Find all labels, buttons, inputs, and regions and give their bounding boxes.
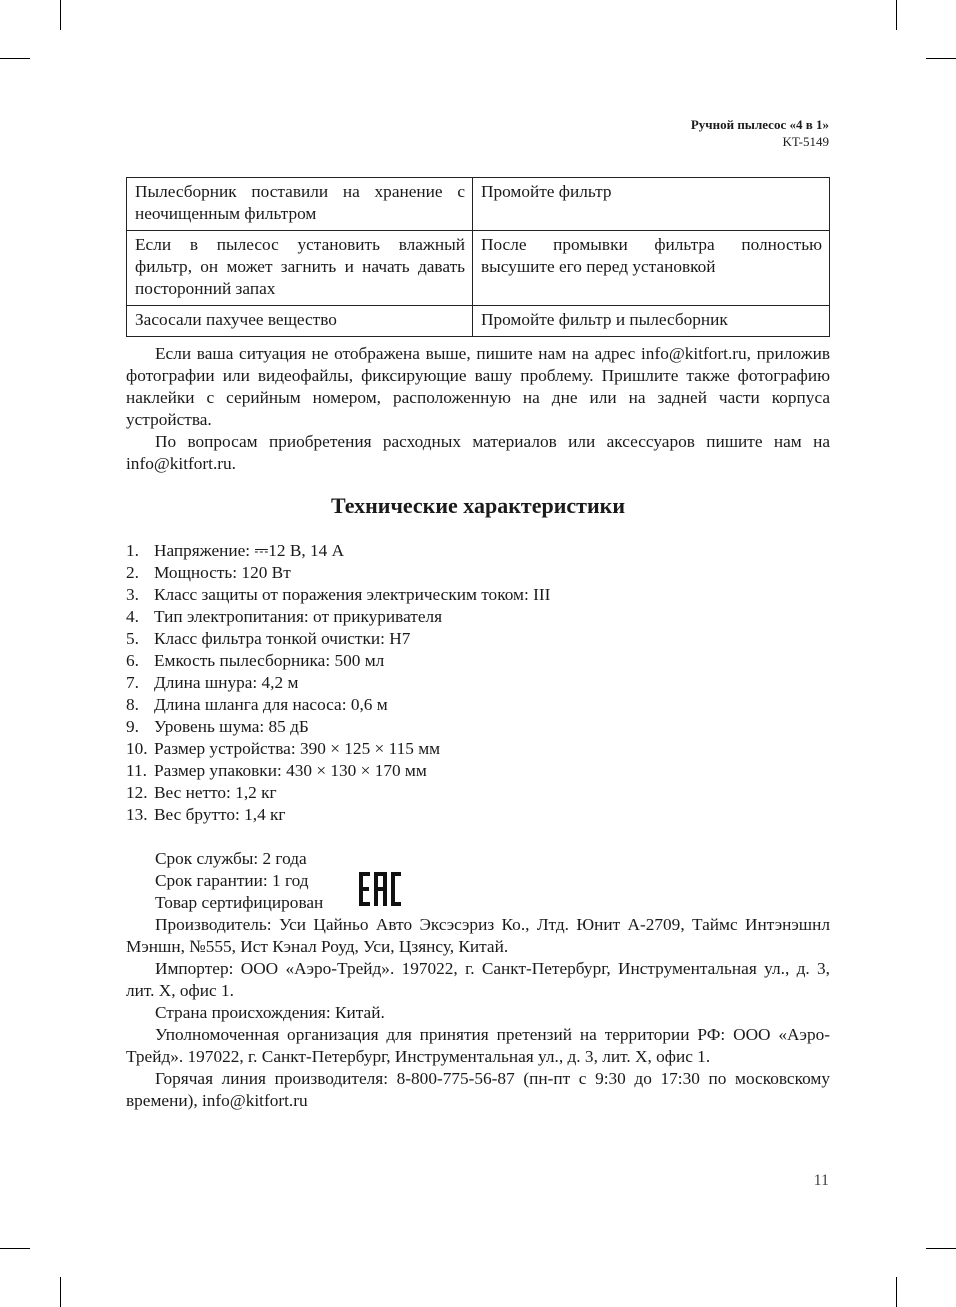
item-text: Емкость пылесборника: 500 мл xyxy=(154,651,385,670)
item-text: Класс фильтра тонкой очистки: H7 xyxy=(154,629,411,648)
list-item xyxy=(126,672,550,694)
crop-mark xyxy=(0,58,30,59)
solution-cell: Промойте фильтр и пылесборник xyxy=(473,306,830,337)
item-text: Размер упаковки: 430 × 130 × 170 мм xyxy=(154,761,427,780)
accessories-paragraph: По вопросам приобретения расходных материалов или аксессуаров пишите нам на info@kitfort.ru. xyxy=(126,432,830,473)
item-number: 12. xyxy=(126,783,148,802)
list-item xyxy=(126,738,550,760)
item-text: Длина шнура: 4,2 м xyxy=(154,673,299,692)
section-title: Технические характеристики xyxy=(330,493,626,518)
item-number: 13. xyxy=(126,805,148,824)
item-number: 3. xyxy=(126,585,139,604)
solution-cell: Промойте фильтр xyxy=(473,178,830,231)
warranty-period: Срок гарантии: 1 год xyxy=(155,871,309,890)
table-row xyxy=(127,306,830,337)
header-model: KT-5149 xyxy=(782,134,829,149)
item-text: Уровень шума: 85 дБ xyxy=(154,717,309,736)
troubleshooting-table xyxy=(126,177,830,337)
list-item xyxy=(126,650,550,672)
table-row xyxy=(127,231,830,306)
crop-mark xyxy=(896,0,897,30)
crop-mark xyxy=(60,0,61,30)
item-number: 10. xyxy=(126,739,148,758)
item-number: 11. xyxy=(126,761,147,780)
solution-cell: После промывки фильтра полностью высушите его перед установкой xyxy=(473,231,830,306)
list-item xyxy=(126,540,550,562)
page-number: 11 xyxy=(813,1172,829,1189)
hotline-paragraph: Горячая линия производителя: 8-800-775-56-87 (пн-пт с 9:30 до 17:30 по московскому времени), info@kitfort.ru xyxy=(126,1069,830,1110)
item-number: 9. xyxy=(126,717,139,736)
item-text: Вес брутто: 1,4 кг xyxy=(154,805,286,824)
header-title: Ручной пылесос «4 в 1» xyxy=(690,117,829,132)
item-text: Длина шланга для насоса: 0,6 м xyxy=(154,695,388,714)
item-text: Размер устройства: 390 × 125 × 115 мм xyxy=(154,739,441,758)
item-text: Вес нетто: 1,2 кг xyxy=(154,783,277,802)
certified-note: Товар сертифицирован xyxy=(155,893,324,912)
list-item xyxy=(126,584,550,606)
problem-cell: Пылесборник поставили на хранение с неочищенным фильтром xyxy=(127,178,473,231)
manufacturer-info xyxy=(126,914,830,1112)
problem-cell: Если в пылесос установить влажный фильтр, он может загнить и начать давать посторонний запах xyxy=(127,231,473,306)
item-text: Класс защиты от поражения электрическим током: III xyxy=(154,585,551,604)
item-text: Мощность: 120 Вт xyxy=(154,563,291,582)
crop-mark xyxy=(896,1277,897,1307)
running-header xyxy=(691,116,829,150)
list-item xyxy=(126,606,550,628)
eac-mark-icon xyxy=(359,872,401,906)
table-row xyxy=(127,178,830,231)
list-item xyxy=(126,782,550,804)
item-number: 1. xyxy=(126,541,139,560)
item-number: 4. xyxy=(126,607,139,626)
service-info xyxy=(155,848,323,914)
service-life: Срок службы: 2 года xyxy=(155,849,307,868)
crop-mark xyxy=(926,1248,956,1249)
item-number: 8. xyxy=(126,695,139,714)
authorized-paragraph: Уполномоченная организация для принятия претензий на территории РФ: ООО «Аэро-Трейд». 197022, г. Санкт-Петербург, Инструментальная ул., д. 3, лит. Х, офис 1. xyxy=(126,1025,830,1066)
item-number: 7. xyxy=(126,673,139,692)
list-item xyxy=(126,760,550,782)
list-item xyxy=(126,628,550,650)
contact-section xyxy=(126,343,830,475)
problem-cell: Засосали пахучее вещество xyxy=(127,306,473,337)
specs-list xyxy=(126,540,550,826)
crop-mark xyxy=(60,1277,61,1307)
manufacturer-paragraph: Производитель: Уси Цайньо Авто Эксэсэриз Ко., Лтд. Юнит А-2709, Таймс Интэнэшнл Мэншн, №555, Ист Кэнал Роуд, Уси, Цзянсу, Китай. xyxy=(126,915,830,956)
list-item xyxy=(126,804,550,826)
list-item xyxy=(126,562,550,584)
crop-mark xyxy=(0,1248,30,1249)
item-number: 2. xyxy=(126,563,139,582)
item-number: 5. xyxy=(126,629,139,648)
item-number: 6. xyxy=(126,651,139,670)
contact-paragraph: Если ваша ситуация не отображена выше, пишите нам на адрес info@kitfort.ru, приложив фотографии или видеофайлы, фиксирующие вашу проблему. Пришлите также фотографию наклейки с серийным номером, расположенную на дне или на задней части корпуса устройства. xyxy=(126,344,830,429)
list-item xyxy=(126,716,550,738)
importer-paragraph: Импортер: ООО «Аэро-Трейд». 197022, г. Санкт-Петербург, Инструментальная ул., д. 3, лит. Х, офис 1. xyxy=(126,959,830,1000)
item-text: Тип электропитания: от прикуривателя xyxy=(154,607,443,626)
list-item xyxy=(126,694,550,716)
crop-mark xyxy=(926,58,956,59)
item-text: Напряжение: ⎓12 В, 14 А xyxy=(154,541,345,560)
origin-paragraph: Страна происхождения: Китай. xyxy=(155,1003,385,1022)
